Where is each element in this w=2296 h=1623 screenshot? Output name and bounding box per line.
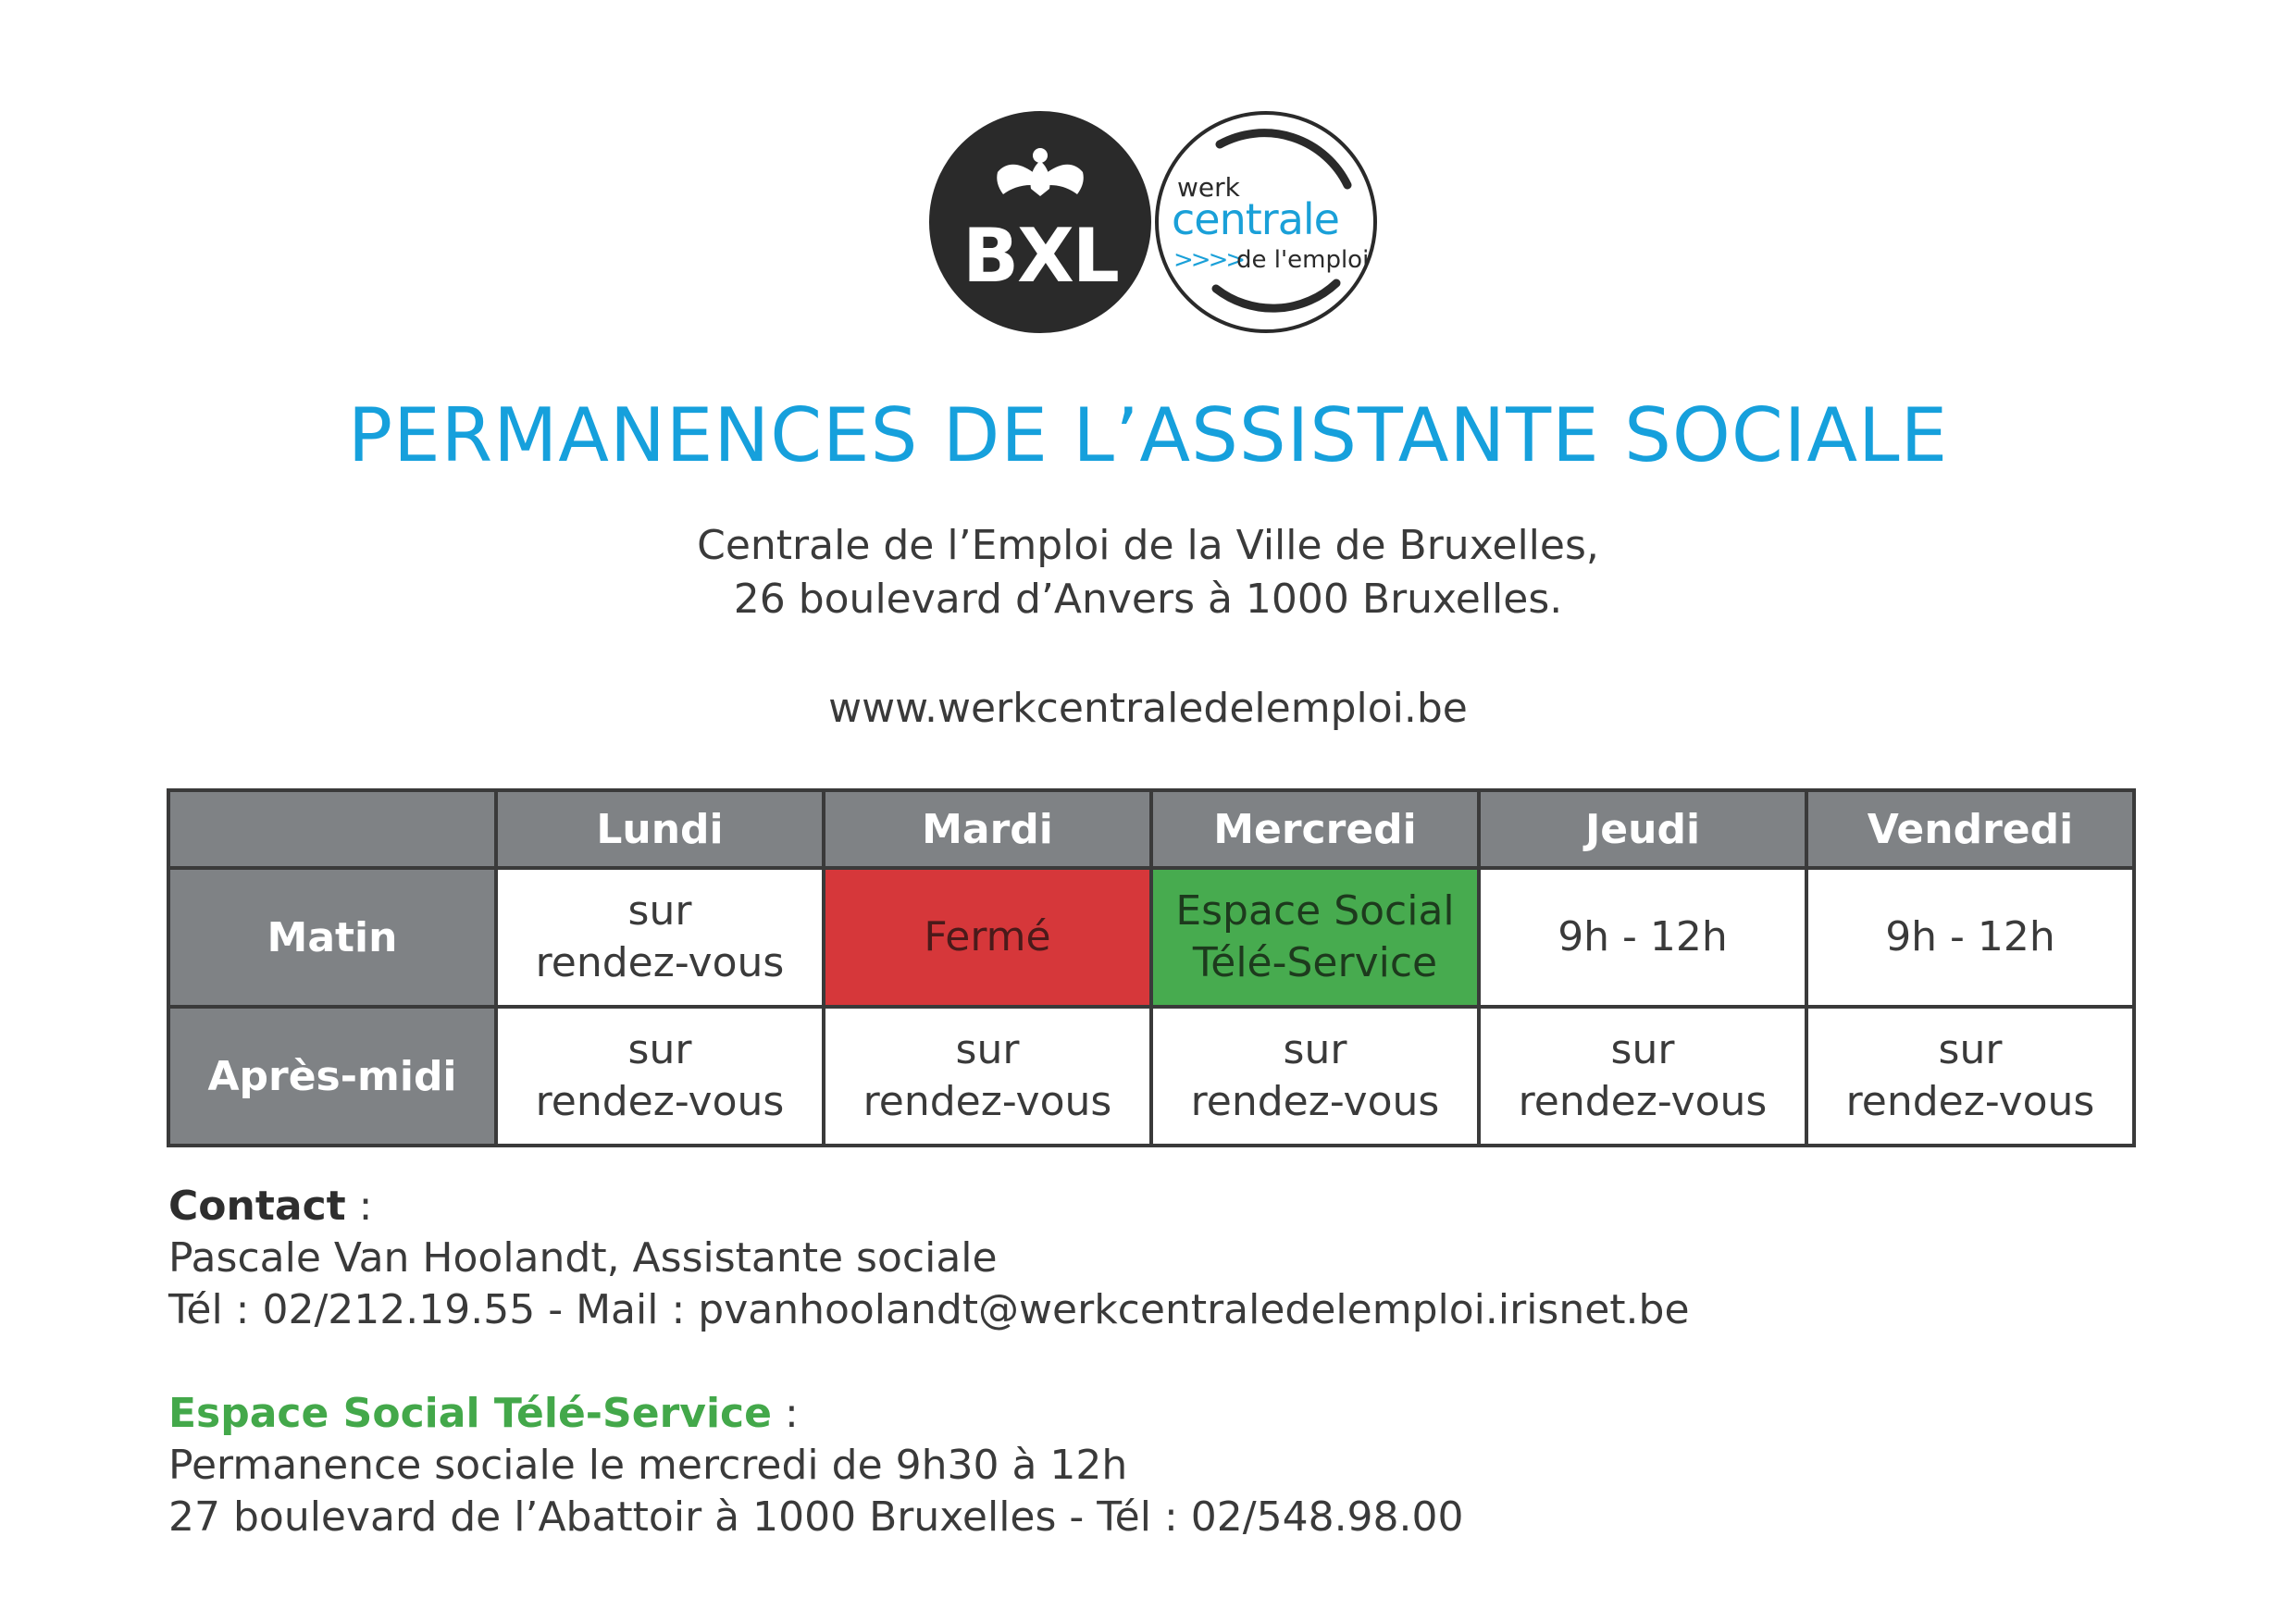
espace-heading: Espace Social Télé-Service (168, 1390, 772, 1437)
table-row-matin (168, 868, 2134, 1007)
table-header-row (168, 790, 2134, 868)
contact-heading-line (168, 1181, 1690, 1233)
cell-line: rendez-vous (1845, 1078, 2095, 1125)
werk-logo-werk: werk (1177, 172, 1240, 203)
header-day-jeudi: Jeudi (1479, 790, 1806, 868)
cell-line: sur (1938, 1026, 2003, 1073)
row-label-matin: Matin (168, 868, 496, 1007)
contact-block (168, 1181, 1690, 1543)
header-day-vendredi: Vendredi (1806, 790, 2134, 868)
cell-line: rendez-vous (1190, 1078, 1440, 1125)
contact-phone-mail: Tél : 02/212.19.55 - Mail : pvanhoolandt@werkcentraledelemploi.irisnet.be (168, 1286, 1690, 1333)
bxl-logo-text: BXL (962, 213, 1118, 299)
header-day-mardi: Mardi (824, 790, 1151, 868)
cell-matin-lundi (496, 868, 824, 1007)
cell-apres-midi-lundi (496, 1007, 824, 1146)
cell-matin-mardi (824, 868, 1151, 1007)
espace-hours: Permanence sociale le mercredi de 9h30 à 12h (168, 1442, 1128, 1489)
espace-address: 27 boulevard de l’Abattoir à 1000 Bruxelles - Tél : 02/548.98.00 (168, 1493, 1464, 1541)
cell-line: sur (955, 1026, 1020, 1073)
cell-line: sur (627, 1026, 692, 1073)
header-day-lundi: Lundi (496, 790, 824, 868)
address-line-1: Centrale de l’Emploi de la Ville de Bruxelles, (697, 522, 1599, 569)
cell-line: Espace Social (1175, 887, 1455, 935)
cell-apres-midi-mercredi (1151, 1007, 1479, 1146)
header-day-mercredi: Mercredi (1151, 790, 1479, 868)
cell-line: 9h - 12h (1558, 913, 1728, 960)
werk-logo-arrows: >>>> (1173, 246, 1244, 274)
cell-line: rendez-vous (535, 1078, 785, 1125)
cell-matin-mercredi (1151, 868, 1479, 1007)
cell-line: sur (1283, 1026, 1347, 1073)
bxl-logo (929, 111, 1151, 333)
espace-heading-suffix: : (771, 1390, 799, 1437)
cell-line: Télé-Service (1192, 939, 1438, 986)
cell-line: rendez-vous (863, 1078, 1112, 1125)
schedule-table (167, 788, 2136, 1147)
werk-centrale-logo (1155, 111, 1377, 333)
cell-apres-midi-mardi (824, 1007, 1151, 1146)
spacer (168, 1336, 1690, 1388)
cell-line: rendez-vous (1518, 1078, 1768, 1125)
werk-logo-emploi: de l'emploi (1236, 246, 1370, 274)
contact-heading-suffix: : (345, 1183, 373, 1230)
contact-name: Pascale Van Hoolandt, Assistante sociale (168, 1234, 998, 1282)
cell-apres-midi-jeudi (1479, 1007, 1806, 1146)
address-line-2: 26 boulevard d’Anvers à 1000 Bruxelles. (733, 576, 1563, 623)
cell-apres-midi-vendredi (1806, 1007, 2134, 1146)
cell-line: sur (627, 887, 692, 935)
cell-line: rendez-vous (535, 939, 785, 986)
table-row-apres-midi (168, 1007, 2134, 1146)
contact-heading: Contact (168, 1183, 346, 1230)
website-link[interactable]: www.werkcentraledelemploi.be (828, 685, 1468, 732)
page-title: PERMANENCES DE L’ASSISTANTE SOCIALE (347, 392, 1949, 478)
header-empty-cell (168, 790, 496, 868)
cell-line: sur (1610, 1026, 1675, 1073)
cell-line: Fermé (924, 913, 1051, 960)
row-label-apres-midi: Après-midi (168, 1007, 496, 1146)
werk-logo-centrale: centrale (1172, 194, 1339, 244)
cell-matin-vendredi (1806, 868, 2134, 1007)
cell-line: 9h - 12h (1885, 913, 2055, 960)
cell-matin-jeudi (1479, 868, 1806, 1007)
espace-heading-line (168, 1388, 1690, 1440)
